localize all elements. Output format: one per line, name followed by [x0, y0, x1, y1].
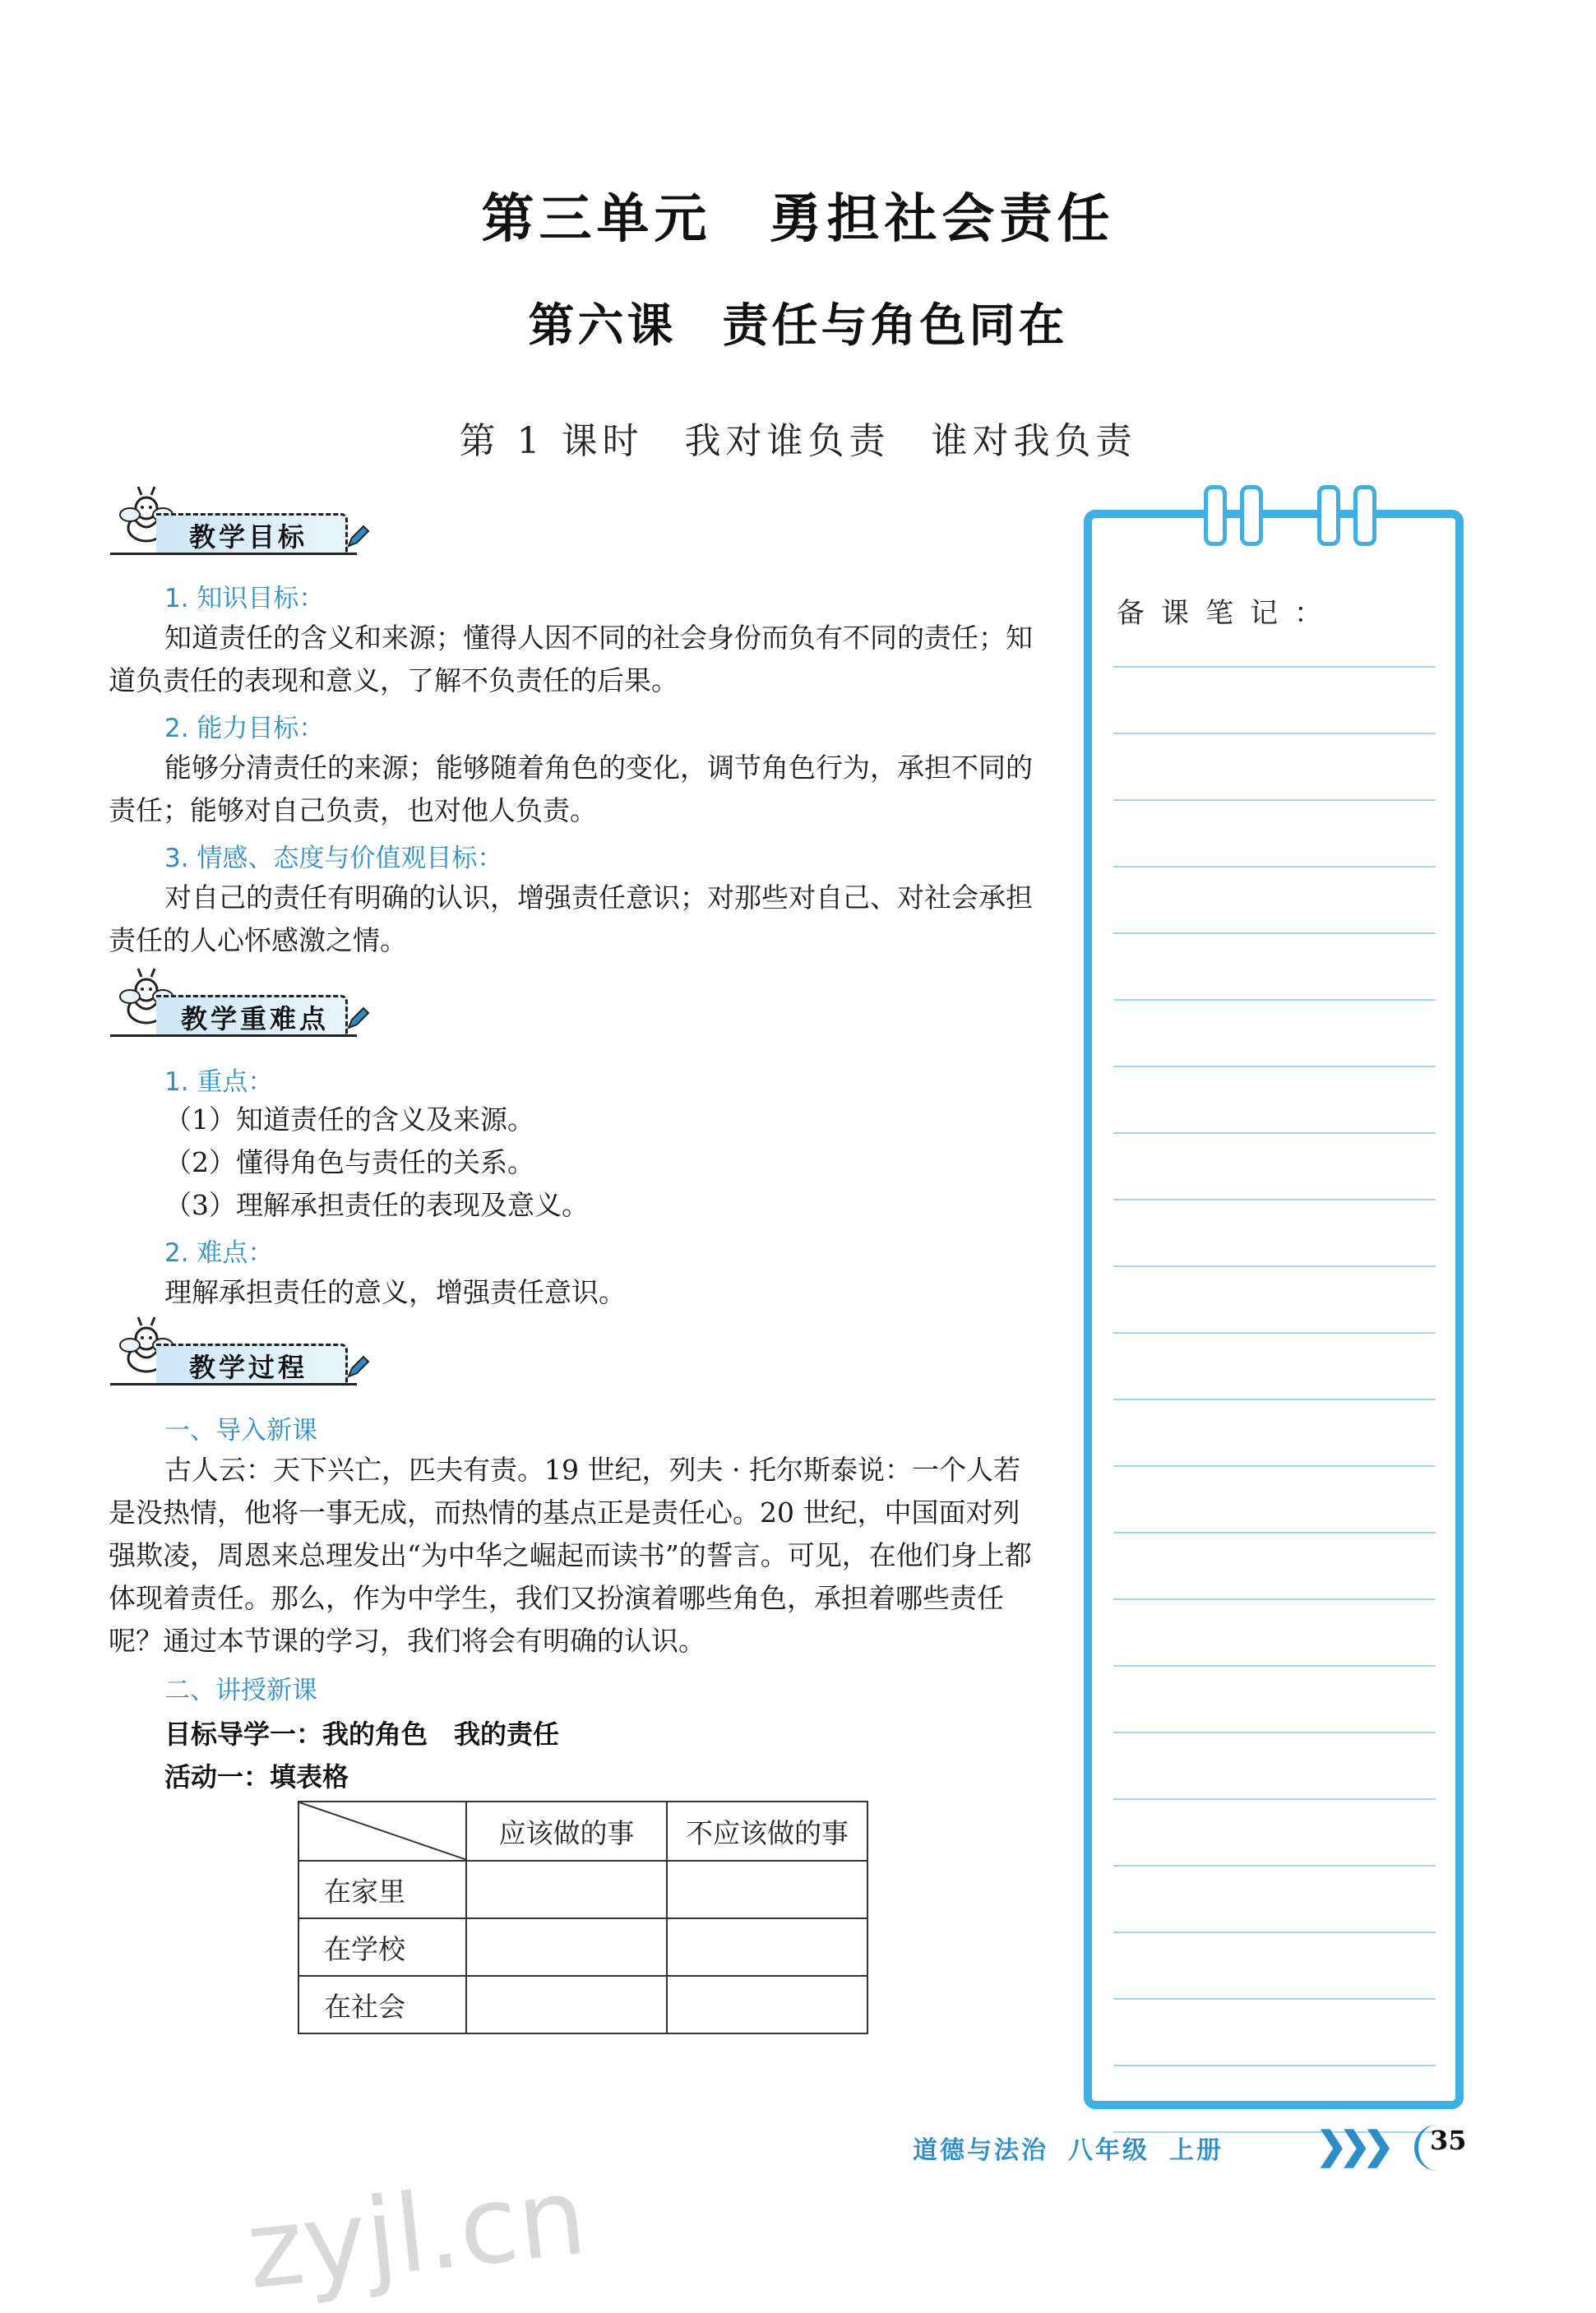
note-line: [1113, 1665, 1436, 1667]
ability-goal-heading: 2. 能力目标：: [164, 714, 325, 743]
chevron-right-icon: ❯❯❯: [1316, 2123, 1386, 2167]
intro-text: 古人云：天下兴亡，匹夫有责。19 世纪，列夫 · 托尔斯泰说：一个人若是没热情，他将一事无成，而热情的基点正是责任心。20 世纪，中国面对列强欺凌，周恩来总理发出“为中华之崛起而读书”的誓言。可见，在他们身上都体现着责任。那么，作为中学生，我们又扮演着哪些角色，承担着哪些责任呢？通过本节课的学习，我们将会有明确的认识。: [109, 1454, 1032, 1657]
pencil-icon: [345, 1355, 370, 1380]
period-number: 第 1 课时: [459, 420, 644, 462]
difficulty-text: 理解承担责任的意义，增强责任意识。: [164, 1276, 626, 1308]
note-line: [1113, 799, 1436, 801]
section-badge-key-points: [107, 967, 370, 1049]
table-header-row: [298, 1802, 867, 1861]
badge-label: 教学重难点: [181, 1003, 330, 1034]
badge-underline: [110, 1383, 357, 1385]
activity-line: 活动一：填表格: [164, 1761, 349, 1793]
note-line: [1113, 1265, 1436, 1267]
note-line: [1113, 2065, 1436, 2066]
badge-label: 教学过程: [189, 1352, 308, 1383]
badge-underline: [110, 553, 357, 555]
note-line: [1113, 1465, 1436, 1467]
table-row: [298, 1861, 867, 1918]
answer-cell[interactable]: [667, 1861, 867, 1918]
section-badge-process: [107, 1316, 370, 1398]
binder-ring: [1317, 485, 1340, 546]
note-line: [1113, 932, 1436, 934]
knowledge-goal-heading: 1. 知识目标：: [164, 584, 325, 613]
row-label: 在社会: [298, 1976, 466, 2033]
unit-number: 第三单元: [481, 189, 712, 250]
note-line: [1113, 1598, 1436, 1600]
note-line: [1113, 1132, 1436, 1134]
row-label: 在学校: [298, 1918, 466, 1976]
table-row: [298, 1918, 867, 1976]
page-number: 35: [1414, 2125, 1464, 2171]
focus-heading: 1. 重点：: [164, 1067, 274, 1097]
section-badge-objectives: [107, 485, 370, 567]
note-line: [1113, 999, 1436, 1001]
notes-title: 备课笔记：: [1117, 597, 1339, 630]
footer-volume: 上册: [1169, 2136, 1224, 2165]
note-line: [1113, 1532, 1436, 1534]
answer-cell[interactable]: [466, 1976, 667, 2033]
note-line: [1113, 1066, 1436, 1067]
watermark: zyjl.cn: [241, 2153, 592, 2313]
table-row: [298, 1976, 867, 2033]
answer-cell[interactable]: [667, 1976, 867, 2033]
note-line: [1113, 1399, 1436, 1400]
binder-ring: [1353, 485, 1376, 546]
emotion-goal-text: 对自己的责任有明确的认识，增强责任意识；对那些对自己、对社会承担责任的人心怀感激之情。: [109, 881, 1033, 956]
footer-grade: 八年级: [1068, 2136, 1150, 2165]
note-line: [1113, 1931, 1436, 1933]
note-line: [1113, 666, 1436, 668]
period-title: [0, 411, 1596, 464]
goal-line: 目标导学一：我的角色 我的责任: [164, 1719, 560, 1750]
answer-cell[interactable]: [466, 1861, 667, 1918]
note-line: [1113, 1998, 1436, 2000]
difficulty-heading: 2. 难点：: [164, 1238, 274, 1268]
note-line: [1113, 1865, 1436, 1867]
focus-item: （2）懂得角色与责任的关系。: [164, 1146, 534, 1178]
header-should-not-do: 不应该做的事: [667, 1802, 867, 1861]
intro-heading: 一、导入新课: [164, 1416, 317, 1446]
period-topic-2: 谁对我负责: [931, 420, 1137, 462]
focus-item: （1）知道责任的含义及来源。: [164, 1103, 534, 1136]
lesson-number: 第六课: [528, 298, 677, 353]
activity-table: [298, 1801, 868, 2034]
emotion-goal-heading: 3. 情感、态度与价值观目标：: [164, 844, 503, 873]
note-line: [1113, 733, 1436, 734]
answer-cell[interactable]: [466, 1918, 667, 1976]
footer-book-info: [913, 2130, 1224, 2166]
lesson-name: 责任与角色同在: [722, 298, 1068, 353]
lesson-title: [0, 289, 1596, 355]
diagonal-line: [299, 1802, 467, 1860]
note-line: [1113, 1332, 1436, 1334]
answer-cell[interactable]: [667, 1918, 867, 1976]
pencil-icon: [345, 525, 370, 549]
diagonal-header-cell: [298, 1802, 466, 1861]
badge-label: 教学目标: [189, 521, 308, 553]
badge-underline: [110, 1034, 357, 1037]
note-line: [1113, 1199, 1436, 1200]
new-lesson-heading: 二、讲授新课: [164, 1676, 317, 1705]
row-label: 在家里: [298, 1861, 466, 1918]
focus-item: （3）理解承担责任的表现及意义。: [164, 1189, 589, 1221]
unit-name: 勇担社会责任: [769, 189, 1115, 250]
note-line: [1113, 1732, 1436, 1733]
note-line: [1113, 866, 1436, 867]
binder-ring: [1240, 485, 1263, 546]
period-topic-1: 我对谁负责: [684, 420, 891, 462]
knowledge-goal-text: 知道责任的含义和来源；懂得人因不同的社会身份而负有不同的责任；知道负责任的表现和意义，了解不负责任的后果。: [109, 622, 1033, 696]
ability-goal-text: 能够分清责任的来源；能够随着角色的变化，调节角色行为，承担不同的责任；能够对自己负责，也对他人负责。: [109, 752, 1033, 826]
unit-title: [0, 177, 1596, 252]
footer-subject: 道德与法治: [913, 2136, 1048, 2165]
note-line: [1113, 1798, 1436, 1800]
header-should-do: 应该做的事: [466, 1802, 667, 1861]
binder-ring: [1204, 485, 1227, 546]
notes-panel: [1084, 510, 1464, 2109]
pencil-icon: [345, 1006, 370, 1031]
